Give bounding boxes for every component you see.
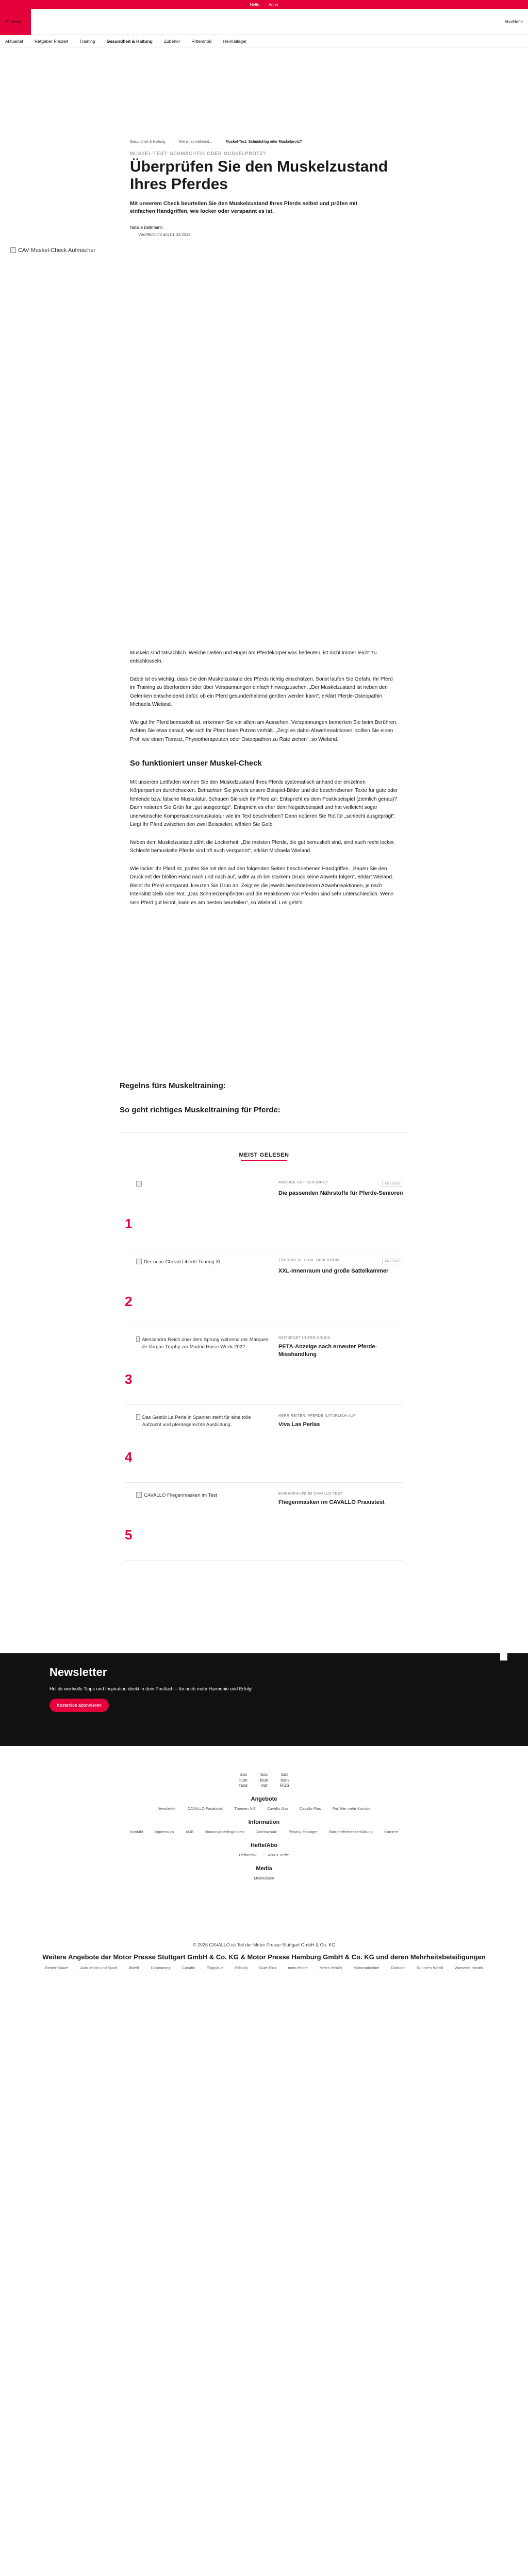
menu-label: Menü (11, 20, 22, 24)
hero-image (0, 247, 528, 649)
broken-image-icon (136, 1414, 140, 1420)
nav-item[interactable]: Gesundheit & Haltung (106, 38, 153, 44)
breadcrumb-item[interactable]: Gesundheit & Haltung (130, 140, 166, 144)
article-body (130, 649, 398, 908)
article-header (104, 140, 424, 237)
rank-number: 2 (125, 1294, 133, 1310)
footer-link[interactable]: · Women's Health (448, 1965, 483, 1970)
footer-link[interactable]: · AGB (179, 1829, 193, 1834)
thumbnail-alt: Alessandra Reich über dem Sprung während der Marques de Vargas Trophy zur Madrid Horse Week 2022 (142, 1337, 269, 1350)
footer-link[interactable]: · Gute Plus (253, 1965, 276, 1970)
article-author[interactable]: Natalie Baltrmann (130, 225, 163, 230)
footer-link[interactable]: · Datenschutz (249, 1829, 277, 1834)
article-thumbnail[interactable] (136, 1259, 270, 1265)
footer-link[interactable]: · Fur Wer mehr Kontakt (326, 1806, 370, 1811)
social-links (0, 1772, 528, 1788)
facebook-icon[interactable]: Soc Icon face (239, 1772, 248, 1788)
most-read-item[interactable] (125, 1327, 403, 1405)
training-heading: Regelns fürs Muskeltraining: (120, 1081, 226, 1091)
footer-link[interactable]: Bienen Bauer (45, 1965, 69, 1971)
footer-link[interactable]: · Auto Motor und Sport (74, 1965, 117, 1970)
item-overline: REITSPORT UNTER DRUCK (278, 1336, 331, 1341)
footer-link[interactable]: · Nutzungsbedingungen (199, 1829, 244, 1834)
thumbnail-alt: CAVALLO Fliegenmasken im Test (144, 1493, 218, 1499)
article-paragraph: Wie gut Ihr Pferd bemuskelt ist, erkennen Sie vor allem am Aussehen, Verspannungen bemerken Sie beim Berühren. Achten Sie etwa darauf, wie sich Ihr Pferd beim Putzen verhält. „Zeigt es dabei Abwehrreaktionen, sollten Sie einen Profi wie einen Tierarzt, Physiotherapeuten oder Osteopathen zu Rate ziehen“, so Wieland. (130, 719, 398, 742)
article-title: Überprüfen Sie den Muskelzustand Ihres Pferdes (130, 158, 388, 193)
hamburger-icon: ☰ (5, 20, 9, 24)
footer-link[interactable]: · Privacy Manager (282, 1829, 318, 1834)
top-bar-link-left[interactable]: Hello (250, 2, 259, 7)
footer-info-links (0, 1829, 528, 1834)
breadcrumb-item[interactable]: Wie ist es während... (178, 140, 212, 144)
thumbnail-alt: Das Gestüt La Perla in Spanien steht für eine tolle Aufzucht und pferdegerechte Ausbildung. (142, 1415, 251, 1428)
menu-button[interactable] (5, 20, 21, 24)
nav-item[interactable]: Zubehör (163, 38, 180, 44)
broken-image-icon (136, 1181, 142, 1187)
ad-space (0, 47, 528, 140)
footer-link[interactable]: · Flugsäule (200, 1965, 223, 1970)
footer-link[interactable]: Mediadaten (254, 1875, 274, 1880)
footer-media-links (0, 1876, 528, 1880)
main-nav (0, 35, 528, 47)
nav-item[interactable]: Rittersnöß (191, 38, 212, 44)
footer-link[interactable]: · Themen A-Z (228, 1806, 256, 1811)
content-gap (0, 917, 528, 1081)
article-kicker: MUSKEL-TEST: SCHMÄCHTIG ODER MUSKELPROTZ? (130, 151, 266, 156)
rank-number: 3 (125, 1371, 133, 1387)
hero-image-alt: CAV Muskel-Check Aufmacher (18, 247, 96, 253)
footer-offers-title: Angebote (251, 1795, 277, 1802)
broken-image-icon (136, 1259, 142, 1264)
item-headline[interactable]: Viva Las Perlas (278, 1421, 320, 1428)
footer-link[interactable]: · mein feinier (282, 1965, 308, 1970)
footer-link[interactable]: · Cavallo Plus (293, 1806, 321, 1811)
footer-link[interactable]: · Caravaning (144, 1965, 171, 1970)
most-read-section (125, 1152, 403, 1561)
footer-link[interactable]: · CAVALLO Facebook (181, 1806, 223, 1811)
footer-offers-links (0, 1806, 528, 1811)
article-paragraph: Mit unserem Leitfaden können Sie den Muskelzustand Ihres Pferds systematisch anhand der einzelnen Körperpartien durchchecken. Betrachten Sie jeweils unsere Beispiel-Bilder und die beschriebenen Texte für gute oder fehlende bzw. falsche Muskulatur. Schauen Sie sich Ihr Pferd an: Entspricht es dem Positivbeispiel (ziemlich genau)? Dann notieren Sie Grün für „gut ausgeprägt“. Entspricht es eher dem Negativbeispiel und hat vielleicht sogar unerwünschte Kompensationsmuskulatur wie im Text beschrieben? Dann notieren Sie Rot für „schlecht ausgeprägt“. Liegt Ihr Pferd zwischen den zwei Beispielen, wählen Sie Gelb. (130, 779, 398, 828)
rss-icon[interactable]: Soc Icon RSS (280, 1772, 289, 1788)
footer-link[interactable]: · Impressum (148, 1829, 174, 1834)
newsletter-title: Newsletter (50, 1666, 107, 1679)
item-overline: HERR REITER: PFERDE NATÜRLICH AUF (278, 1414, 356, 1418)
partner-links (0, 1965, 528, 1970)
item-overline: TOURING XL + XXL TACK ROOM (278, 1259, 339, 1263)
thumbnail-alt: Der neue Cheval Liberté Touring XL (144, 1259, 222, 1265)
instagram-icon[interactable]: Soc Icon inst (259, 1772, 269, 1788)
rank-number: 4 (125, 1449, 133, 1465)
article-thumbnail[interactable] (136, 1336, 270, 1350)
broken-image-icon (10, 247, 16, 253)
newsletter-text: Hol dir wertvolle Tipps und Inspiration direkt in dein Postfach – für noch mehr Harmonie und Erfolg! (50, 1686, 253, 1692)
nav-item[interactable]: Heimatlager (223, 38, 247, 44)
site-footer (0, 1772, 528, 1970)
footer-link[interactable]: · Fitbook (228, 1965, 248, 1970)
breadcrumb (104, 140, 424, 144)
article-paragraph: Wie locker Ihr Pferd ist, prüfen Sie mit den auf den folgenden Seiten beschriebenen Handgriffen. „Bauen Sie den Druck mit der blöllen Hand nach und nach auf, sollte auch bei starkem Druck keine Abwehr folgen“, erklärt Wieland. Bleibt Ihr Pferd entspannt, kreuzen Sie Grün an. Zeigt es die jeweils beschriebenen Abwehrreaktionen, je nach Intensität Gelb oder Rot. „Das Schmerzempfinden und die Reaktionen von Pferden sind sehr unterschiedlich. Wenn sein Pferd gut leinnt, kann es am besten beurteilen“, so Wieland. Los geht’s. (130, 866, 394, 906)
footer-link[interactable]: · Motorradonline (347, 1965, 380, 1970)
footer-hefte-links (0, 1853, 528, 1857)
broken-image-icon (136, 1336, 140, 1342)
most-read-item[interactable] (125, 1483, 403, 1561)
most-read-item[interactable] (125, 1172, 403, 1249)
footer-link[interactable]: · Karriere (378, 1829, 398, 1834)
top-bar (0, 0, 528, 9)
training-heading-2: So geht richtiges Muskeltraining für Pferde: (120, 1106, 280, 1115)
footer-link[interactable]: Heftarchiv (239, 1852, 257, 1857)
rank-number: 1 (125, 1216, 133, 1232)
footer-link[interactable]: · Bikefit (122, 1965, 139, 1970)
article-lead: Mit unserem Check beurteilen Sie den Muskelzustand Ihres Pferds selbst und prüfen mit einfachen Handgriffen, wie locker oder verspannt es ist. (130, 200, 358, 215)
article-thumbnail[interactable] (136, 1181, 270, 1187)
article-paragraph: Neben dem Muskelzustand zählt die Lockerheit. „Die meisten Pferde, die gut bemuskelt sind, sind auch recht locker. Schlecht bemuskelte Pferde sind oft auch verspannt“, erklärt Michaela Wieland. (130, 839, 395, 854)
footer-link[interactable]: · Men's Health (313, 1965, 342, 1970)
article-date: Veröffentlicht am 01.03.2018 (138, 232, 191, 237)
ad-badge: ANZEIGE (382, 1181, 403, 1187)
article-thumbnail[interactable] (136, 1414, 270, 1428)
ad-badge: ANZEIGE (382, 1259, 403, 1264)
most-read-underline (241, 1160, 287, 1161)
breadcrumb-current: Muskel-Test: Schmächtig oder Muskelprotz? (225, 140, 302, 144)
article-paragraph: Muskeln sind tätsächlich. Welche Dellen und Hügel am Pferdekörper was bedeuten, ist nicht immer leicht zu entschlüsseln. (130, 650, 377, 665)
most-read-item[interactable] (125, 1249, 403, 1327)
footer-link[interactable]: · Cavallo (176, 1965, 195, 1970)
footer-link[interactable]: · Cavallo Abo (261, 1806, 288, 1811)
footer-link[interactable]: Newsletter (157, 1806, 176, 1811)
newsletter-subscribe-button[interactable]: Kostenlos abonnieren (50, 1699, 109, 1712)
footer-link[interactable]: · Abo & Hefte (261, 1853, 289, 1857)
footer-hefte-title: Hefte/Abo (251, 1842, 277, 1849)
site-header (0, 9, 528, 35)
copyright: © 2026 CAVALLO ist Teil der Motor Presse Stuttgart GmbH & Co. KG (192, 1942, 336, 1947)
newsletter-banner (0, 1653, 528, 1746)
article-thumbnail[interactable] (136, 1492, 270, 1499)
nav-item[interactable]: Aktualität (5, 38, 23, 44)
footer-info-title: Information (248, 1819, 280, 1825)
nav-item[interactable]: Ratgeber Freizeit (34, 38, 69, 44)
rank-number: 5 (125, 1527, 133, 1543)
item-headline[interactable]: Fliegenmasken im CAVALLO Praxistest (278, 1499, 385, 1506)
footer-link[interactable]: · Runner's World (410, 1965, 443, 1970)
abo-link[interactable]: Abo/Hefte (504, 20, 523, 24)
close-icon[interactable] (500, 1653, 507, 1660)
top-bar-link-right[interactable]: Aqua (268, 2, 278, 7)
footer-link[interactable]: · Outdoor (385, 1965, 405, 1970)
footer-link[interactable]: · Barrierefreiheitserklärung (323, 1829, 373, 1834)
nav-item[interactable]: Training (79, 38, 95, 44)
most-read-title: MEIST GELESEN (239, 1152, 289, 1159)
item-overline: EINKAUFHILFE IM CAVALLO-TEST (278, 1492, 343, 1496)
item-headline[interactable]: Die passenden Nährstoffe für Pferde-Senioren (278, 1190, 403, 1197)
item-overline: ANZEIGE GUT VERSORGT (278, 1181, 328, 1185)
footer-media-title: Media (256, 1865, 272, 1872)
article-paragraph: Dabei ist es wichtig, dass Sie den Muskelzustand des Pferds richtig einschätzen. Sonst laufen Sie Gefahr, Ihr Pferd im Training zu überfordern oder über Verspannungen einfach hinwegzusehen. „Der Muskelzustand ist neben den Gelenken entscheidend dafür, ob ein Pferd gesunderhaltend geritten werden kann“, erklärt Pferde-Osteopathin Michaela Wieland. (130, 676, 393, 708)
most-read-item[interactable] (125, 1405, 403, 1483)
broken-image-icon (136, 1492, 142, 1498)
footer-link[interactable]: Kontakt (130, 1829, 143, 1834)
partner-heading: Weitere Angebote der Motor Presse Stuttgart GmbH & Co. KG & Motor Presse Hamburg GmbH & Co. KG und deren Mehrheitsbeteiligungen (42, 1953, 486, 1961)
item-headline[interactable]: PETA-Anzeige nach erneuter Pferde-Misshandlung (278, 1344, 377, 1358)
item-headline[interactable]: XXL-Innenraum und große Sattelkammer (278, 1268, 389, 1275)
section-heading: So funktioniert unser Muskel-Check (130, 759, 262, 768)
